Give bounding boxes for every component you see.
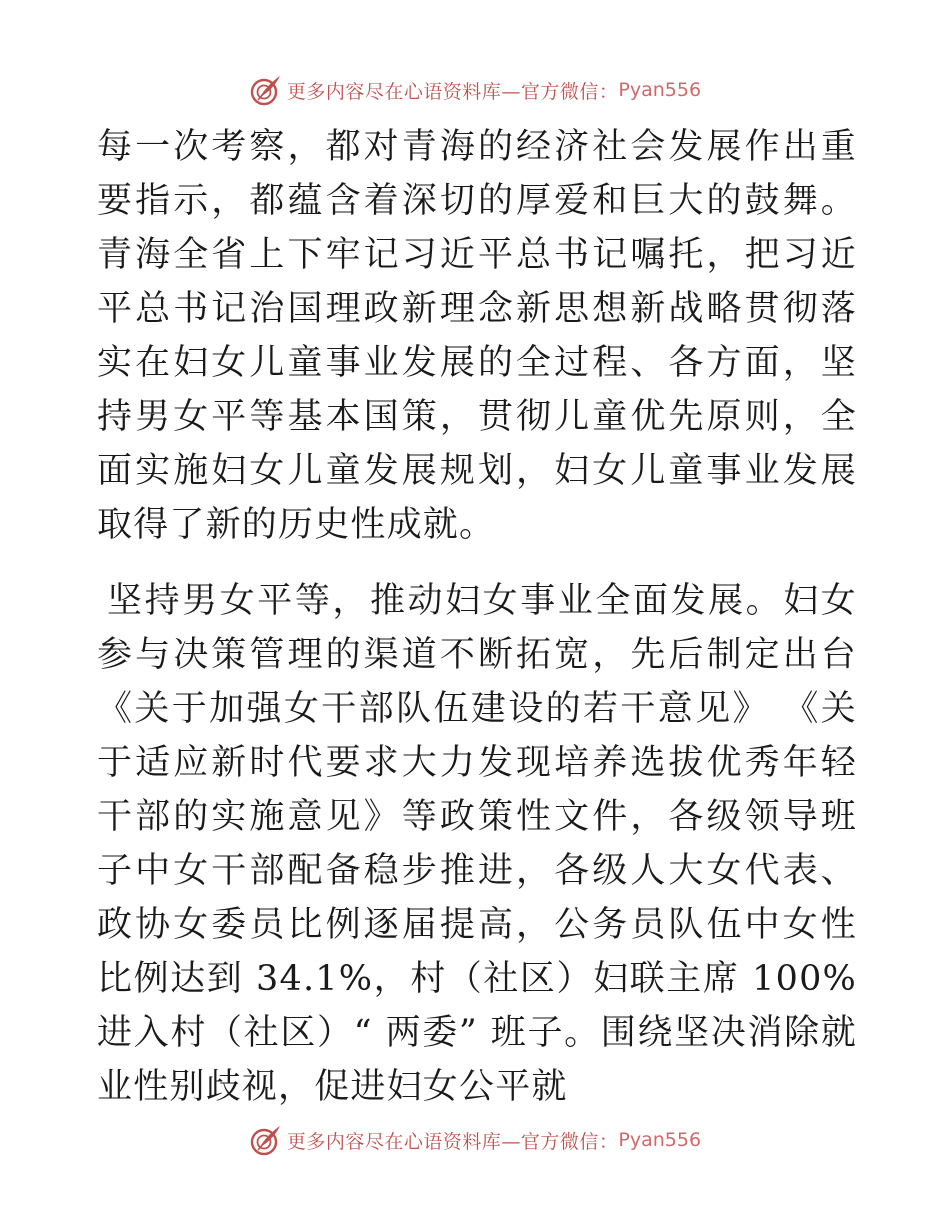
document-body bbox=[97, 120, 857, 1114]
header-banner bbox=[0, 70, 950, 110]
footer-banner bbox=[0, 1120, 950, 1160]
feather-quill-logo-icon bbox=[249, 73, 283, 107]
paragraph-1: 每一次考察，都对青海的经济社会发展作出重要指示，都蕴含着深切的厚爱和巨大的鼓舞。青海全省上下牢记习近平总书记嘱托，把习近平总书记治国理政新理念新思想新战略贯彻落实在妇女儿童事业发展的全过程、各方面，坚持男女平等基本国策，贯彻儿童优先原则，全面实施妇女儿童发展规划，妇女儿童事业发展取得了新的历史性成就。 bbox=[97, 127, 857, 545]
footer-wechat-id: Pyan556 bbox=[618, 1129, 702, 1151]
header-wechat-id: Pyan556 bbox=[618, 79, 702, 101]
footer-banner-text: 更多内容尽在心语资料库—官方微信： bbox=[286, 1130, 619, 1153]
paragraph-2: 坚持男女平等，推动妇女事业全面发展。妇女参与决策管理的渠道不断拓宽，先后制定出台《关于加强女干部队伍建设的若干意见》 《关于适应新时代要求大力发现培养选拔优秀年轻干部的实施意见》等政策性文件，各级领导班子中女干部配备稳步推进，各级人大女代表、政协女委员比例逐届提高，公务员队伍中女性比例达到 34.1%，村（社区）妇联主席 100%进入村（社区）“ 两委” 班子。围绕坚决消除就业性别歧视，促进妇女公平就 bbox=[97, 581, 857, 1107]
feather-quill-logo-icon bbox=[249, 1123, 283, 1157]
header-banner-text: 更多内容尽在心语资料库—官方微信： bbox=[286, 80, 619, 103]
